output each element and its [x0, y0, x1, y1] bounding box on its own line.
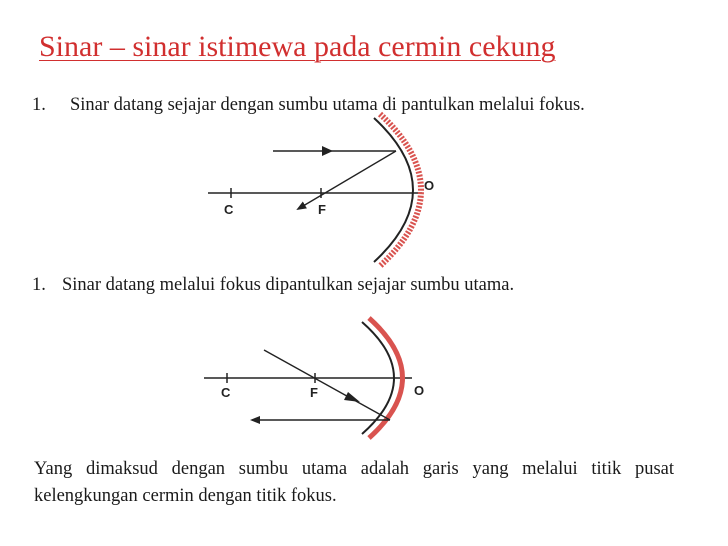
label-c-2: C — [221, 385, 231, 400]
slide-title: Sinar – sinar istimewa pada cermin cekung — [39, 30, 556, 63]
label-o-2: O — [414, 383, 425, 398]
rule-number-1: 1. — [32, 95, 46, 115]
label-f-2: F — [310, 385, 318, 400]
label-f-1: F — [318, 202, 326, 217]
definition-note: Yang dimaksud dengan sumbu utama adalah garis yang melalui titik pusat kelengkungan cermin dengan titik fokus. — [34, 459, 674, 506]
rule-number-2: 1. — [32, 275, 46, 295]
rule-text-1: Sinar datang sejajar dengan sumbu utama di pantulkan melalui fokus. — [70, 95, 585, 115]
label-o-1: O — [424, 178, 435, 193]
rule-text-2: Sinar datang melalui fokus dipantulkan sejajar sumbu utama. — [62, 275, 515, 295]
label-c-1: C — [224, 202, 234, 217]
incident-ray-2 — [264, 350, 390, 420]
incident-arrow-2 — [344, 392, 360, 402]
